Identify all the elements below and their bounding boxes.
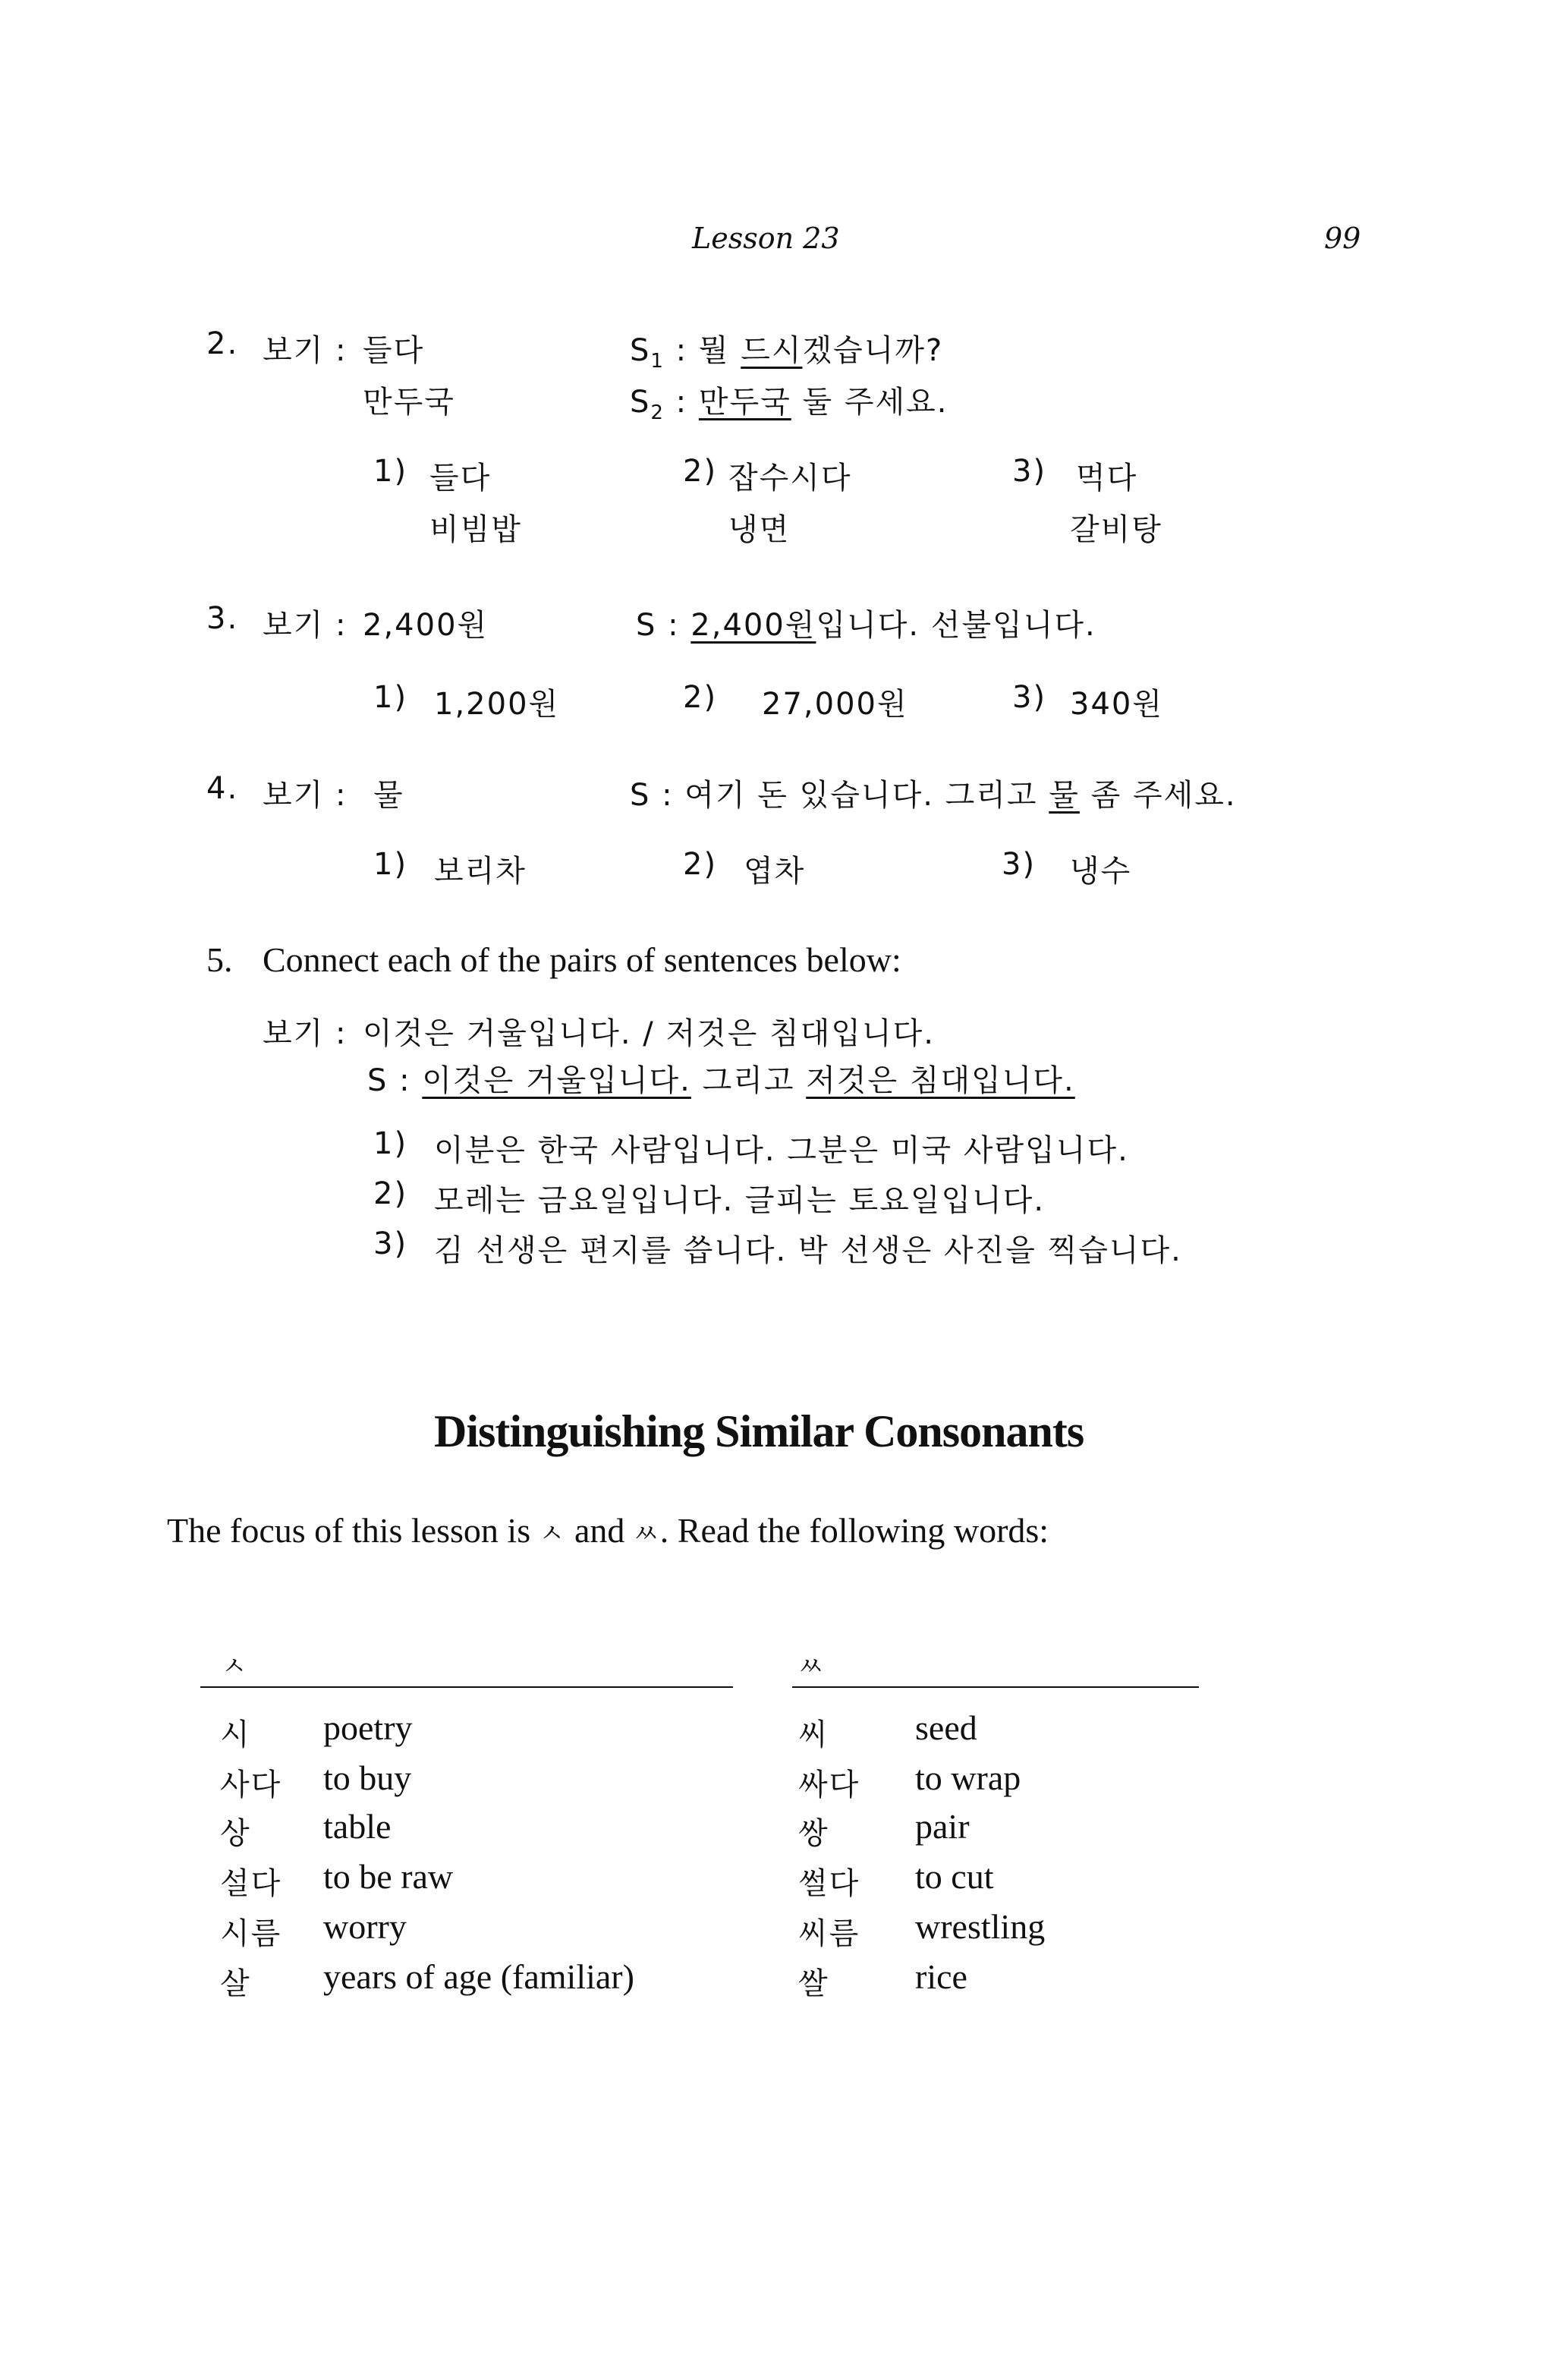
line-prefix: : [664,385,699,420]
student-line-1 [630,326,943,373]
student-line [367,1056,1075,1100]
korean-word: 사다 [220,1768,282,1802]
item-text: 김 선생은 편지를 씁니다. 박 선생은 사진을 찍습니다. [434,1233,1182,1268]
instruction: Connect each of the pairs of sentences below: [263,940,901,979]
speaker-label: S [630,385,651,420]
korean-word: 싸다 [798,1768,860,1802]
item-number: 3) [1012,680,1047,715]
student-line [630,771,1237,814]
english-gloss: wrestling [915,1907,1046,1946]
page-number: 99 [1324,222,1361,255]
student-line-2 [630,378,948,424]
english-gloss: worry [323,1907,407,1946]
exercise-number: 3. [206,601,239,636]
item-number: 2) [683,454,718,489]
model-value: 2,400원 [363,608,489,643]
column-header-s: ㅅ [222,1651,248,1682]
speaker-label: S [636,608,657,643]
english-gloss: to buy [323,1758,412,1797]
item-number: 1) [373,680,408,715]
english-gloss: rice [915,1957,967,1996]
english-gloss: pair [915,1807,970,1846]
consonant-s: ㅅ [539,1519,566,1549]
underlined-answer: 이것은 거울입니다. [422,1063,691,1098]
korean-word: 쌍 [798,1816,829,1851]
item-food: 비빔밥 [429,512,522,547]
item-text: 보리차 [434,854,527,889]
item-number: 2) [373,1176,408,1211]
item-number: 1) [373,1126,408,1161]
underlined-answer: 저것은 침대입니다. [806,1063,1075,1098]
speaker-subscript: 1 [650,350,665,373]
english-gloss: years of age (familiar) [323,1957,634,1996]
line-suffix: 좀 주세요. [1079,778,1237,813]
english-gloss: to be raw [323,1857,454,1896]
item-text: 1,200원 [434,687,560,722]
speaker-label: S [367,1063,388,1098]
underlined-answer: 만두국 [698,385,791,420]
underlined-answer: 물 [1049,778,1080,813]
model-verb: 들다 [363,333,425,368]
item-text: 모레는 금요일입니다. 글피는 토요일입니다. [434,1183,1046,1218]
korean-word: 상 [220,1816,251,1851]
consonant-ss: ㅆ [633,1519,660,1549]
model-value: 물 [373,778,404,813]
line-suffix: 둘 주세요. [791,385,948,420]
item-text: 냉수 [1070,854,1132,889]
underlined-answer: 드시 [741,333,803,368]
korean-word: 시름 [220,1916,282,1951]
item-verb: 잡수시다 [728,461,852,496]
item-number: 3) [1012,454,1047,489]
item-number: 2) [683,680,718,715]
intro-sentence [167,1510,1049,1550]
speaker-label: S [630,333,651,368]
korean-word: 씨 [798,1717,829,1752]
line-prefix: : 뭘 [664,333,741,368]
item-text: 엽차 [744,854,806,889]
header-rule-right [792,1686,1199,1688]
korean-word: 썰다 [798,1866,860,1901]
english-gloss: table [323,1807,392,1846]
exercise-number: 5. [206,940,233,979]
speaker-subscript: 2 [650,401,665,424]
item-text: 이분은 한국 사람입니다. 그분은 미국 사람입니다. [434,1133,1129,1168]
section-title: Distinguishing Similar Consonants [434,1406,1084,1456]
exercise-number: 2. [206,326,239,361]
intro-text: The focus of this lesson is [167,1511,531,1550]
speaker-label: S [630,778,651,813]
student-line [636,601,1096,644]
model-sentences: 이것은 거울입니다. / 저것은 침대입니다. [363,1016,936,1051]
intro-text-end: . Read the following words: [659,1511,1049,1550]
line-suffix: 입니다. 선불입니다. [816,608,1096,643]
item-text: 340원 [1070,687,1163,722]
item-number: 3) [1002,847,1037,882]
item-text: 27,000원 [762,687,908,722]
item-number: 1) [373,454,408,489]
line-suffix: 겠습니까? [802,333,944,368]
english-gloss: seed [915,1708,977,1747]
korean-word: 씨름 [798,1916,860,1951]
korean-word: 시 [220,1717,251,1752]
line-prefix: : [388,1063,423,1098]
connector: 그리고 [690,1063,807,1098]
english-gloss: to wrap [915,1758,1021,1797]
item-food: 냉면 [728,512,791,547]
intro-and: and [574,1511,625,1550]
model-food: 만두국 [363,385,455,420]
english-gloss: poetry [323,1708,413,1747]
english-gloss: to cut [915,1857,994,1896]
underlined-answer: 2,400원 [690,608,816,643]
korean-word: 쌀 [798,1966,829,2001]
line-prefix: : [656,608,691,643]
model-label: 보기 : [263,333,348,368]
column-header-ss: ㅆ [798,1651,825,1682]
korean-word: 설다 [220,1866,282,1901]
model-label: 보기 : [263,608,348,643]
line-prefix: : 여기 돈 있습니다. 그리고 [650,778,1049,813]
model-label: 보기 : [263,1016,348,1051]
header-rule-left [200,1686,733,1688]
item-verb: 먹다 [1076,461,1138,496]
item-number: 1) [373,847,408,882]
korean-word: 살 [220,1966,251,2001]
item-number: 2) [683,847,718,882]
item-food: 갈비탕 [1070,512,1162,547]
exercise-number: 4. [206,771,239,806]
item-number: 3) [373,1226,408,1261]
lesson-header: Lesson 23 [692,222,840,255]
model-label: 보기 : [263,778,348,813]
item-verb: 들다 [429,461,492,496]
